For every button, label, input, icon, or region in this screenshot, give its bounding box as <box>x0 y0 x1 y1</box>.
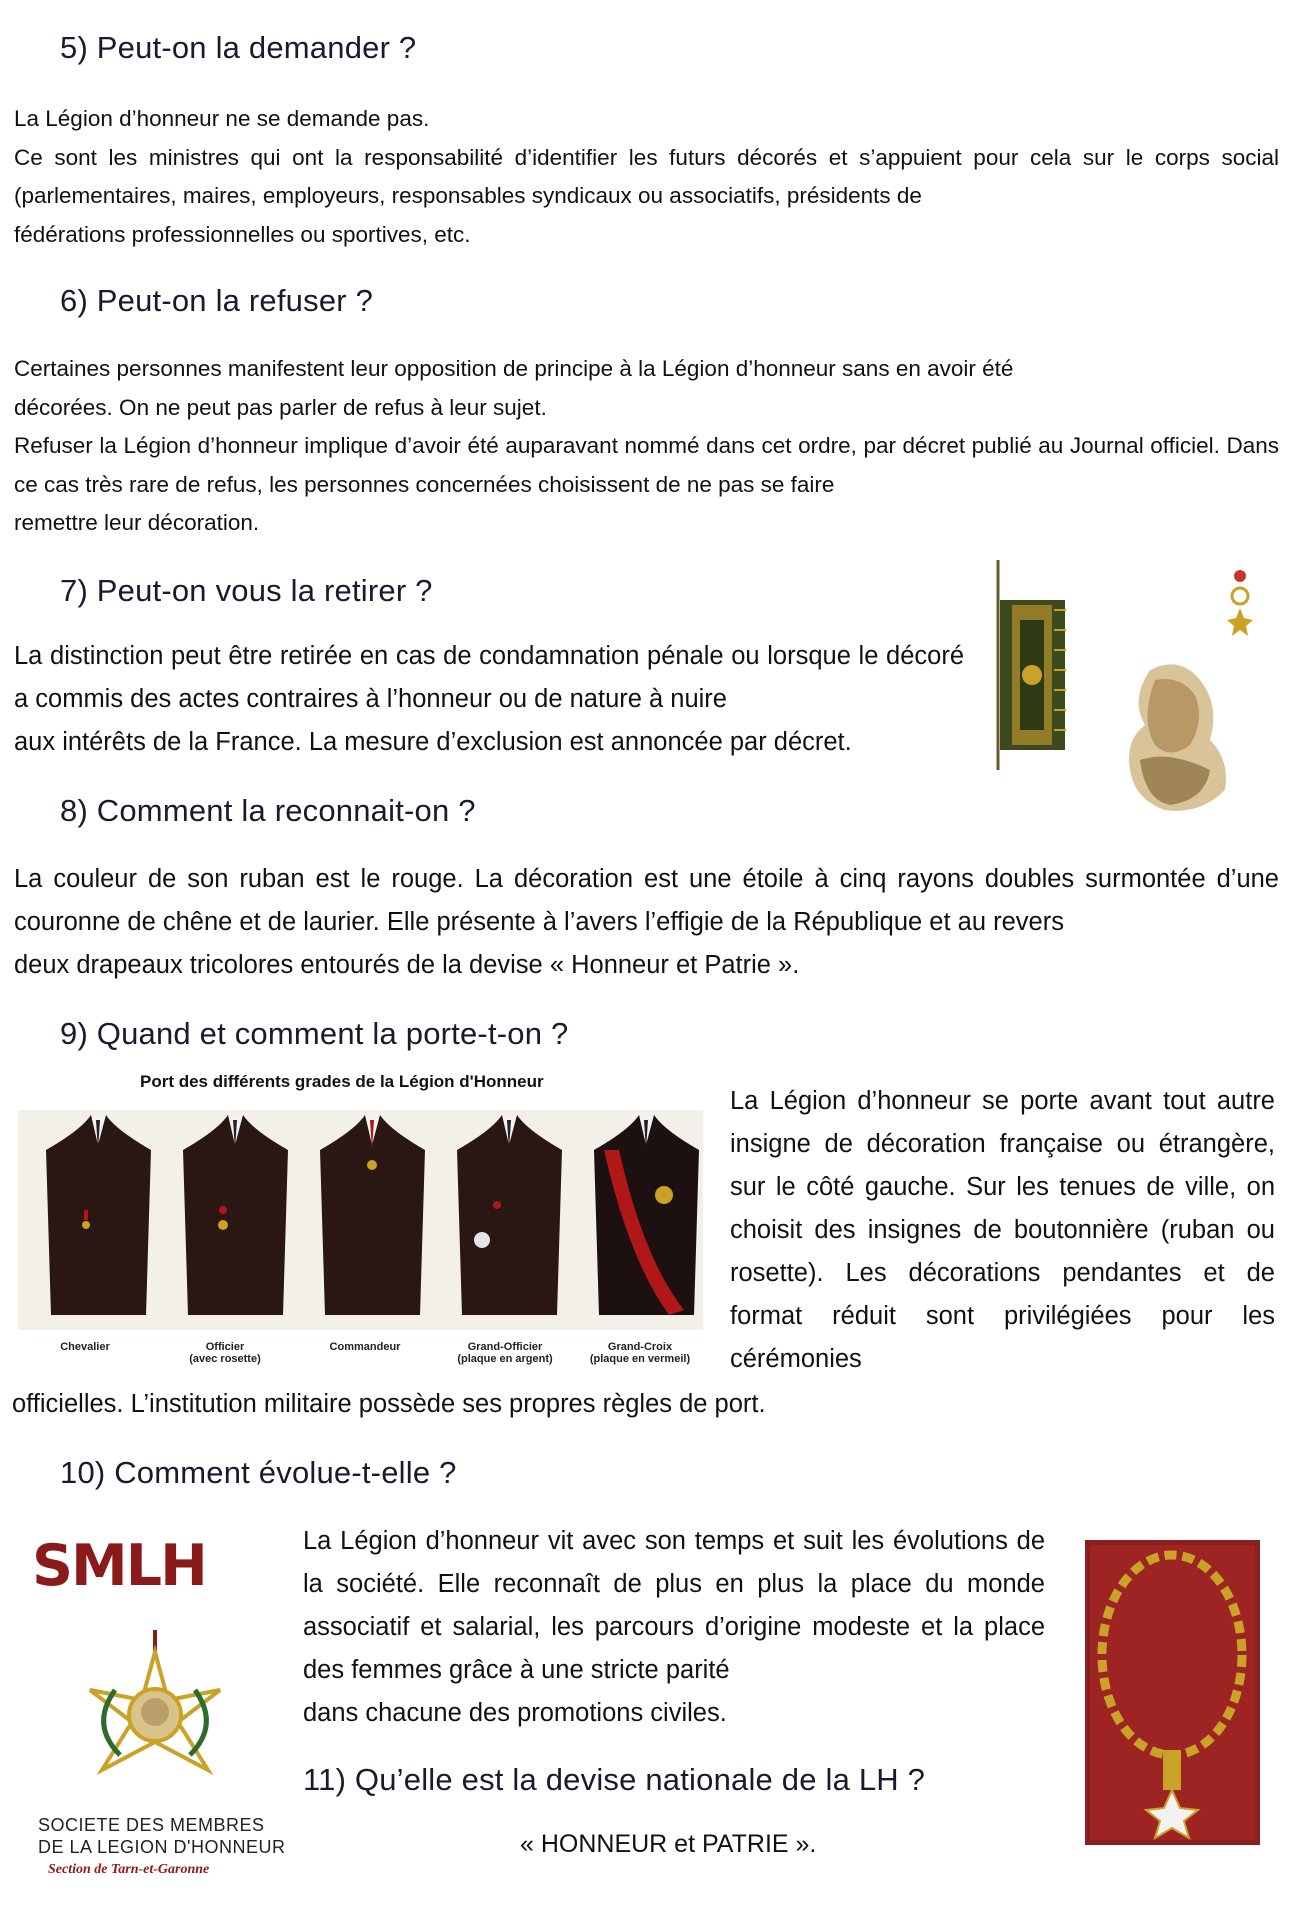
flag-illustration <box>990 560 1090 775</box>
section-6-p2: Refuser la Légion d’honneur implique d’avoir été auparavant nommé dans cet ordre, par décret publié au Journal officiel. Dans ce cas très rare de refus, les personnes concernées choisissent de ne pas se faire <box>14 433 1279 497</box>
grade-label: Officier <box>205 1341 245 1353</box>
grade-label: Grand-Croix <box>607 1341 673 1353</box>
smlh-section: Section de Tarn-et-Garonne <box>48 1862 210 1877</box>
section-5-text <box>14 100 1279 254</box>
smlh-logo-text: SMLH <box>32 1533 206 1599</box>
grade-label: Grand-Officier <box>467 1341 543 1353</box>
section-10-text <box>303 1520 1045 1735</box>
grade-caption-commandeur <box>315 1341 415 1353</box>
grade-label: Chevalier <box>60 1341 110 1353</box>
grade-caption-grand-officier <box>445 1341 565 1365</box>
section-6-p2-last: remettre leur décoration. <box>14 510 260 535</box>
smlh-line-1: SOCIETE DES MEMBRES <box>38 1815 265 1835</box>
section-5-title: 5) Peut-on la demander ? <box>60 30 417 65</box>
section-6-title: 6) Peut-on la refuser ? <box>60 283 374 318</box>
section-5-p2: Ce sont les ministres qui ont la responsabilité d’identifier les futurs décorés et s’appuient pour cela sur le corps social (parlementaires, maires, employeurs, responsables syndicaux ou associatifs, présidents de <box>14 144 1279 208</box>
section-8-p1-last: deux drapeaux tricolores entourés de la devise « Honneur et Patrie ». <box>14 951 800 979</box>
uniform-figure <box>18 1110 703 1330</box>
medal-small-icon <box>1225 568 1255 638</box>
republic-bust-illustration <box>1110 650 1250 820</box>
section-6-text <box>14 350 1279 543</box>
section-8-text <box>14 858 1279 987</box>
grade-sub: (plaque en vermeil) <box>589 1353 691 1365</box>
grade-label: Commandeur <box>329 1341 401 1353</box>
section-8-title: 8) Comment la reconnait-on ? <box>60 793 476 828</box>
motto: « HONNEUR et PATRIE ». <box>520 1830 817 1858</box>
section-6-p1: Certaines personnes manifestent leur opposition de principe à la Légion d’honneur sans en avoir été <box>14 356 1014 381</box>
section-9-text <box>730 1080 1275 1381</box>
grand-collar-illustration <box>1085 1540 1260 1845</box>
grade-sub: (plaque en argent) <box>457 1353 553 1365</box>
grade-sub: (avec rosette) <box>189 1353 261 1365</box>
section-9-p1-last: officielles. L’institution militaire possède ses propres règles de port. <box>12 1390 766 1418</box>
section-9-title: 9) Quand et comment la porte-t-on ? <box>60 1016 569 1051</box>
section-10-p1: La Légion d’honneur vit avec son temps et suit les évolutions de la société. Elle reconnaît de plus en plus la place du monde associatif et salarial, les parcours d’origine modeste et la place des femmes grâce à une stricte parité <box>303 1527 1045 1684</box>
section-9-p1: La Légion d’honneur se porte avant tout autre insigne de décoration française ou étrangère, sur le côté gauche. Sur les tenues de ville, on choisit des insignes de boutonnière (ruban ou rosette). Les décorations pendantes et de format réduit sont privilégiées pour les cérémonies <box>730 1087 1275 1373</box>
uniforms-illustration <box>18 1110 703 1330</box>
section-5-p1: La Légion d’honneur ne se demande pas. <box>14 106 430 131</box>
legion-star-icon <box>60 1630 250 1805</box>
grade-caption-chevalier <box>40 1341 130 1353</box>
section-7-p1: La distinction peut être retirée en cas de condamnation pénale ou lorsque le décoré a commis des actes contraires à l’honneur ou de nature à nuire <box>14 642 964 713</box>
section-11-title: 11) Qu’elle est la devise nationale de la LH ? <box>303 1762 926 1797</box>
smlh-line-2: DE LA LEGION D'HONNEUR <box>38 1837 286 1857</box>
section-10-title: 10) Comment évolue-t-elle ? <box>60 1455 457 1490</box>
grade-caption-officier <box>175 1341 275 1365</box>
section-7-text <box>14 635 964 764</box>
grade-caption-grand-croix <box>580 1341 700 1365</box>
section-7-p1-last: aux intérêts de la France. La mesure d’exclusion est annoncée par décret. <box>14 728 852 756</box>
uniform-figure-title: Port des différents grades de la Légion d'Honneur <box>140 1072 544 1091</box>
section-8-p1: La couleur de son ruban est le rouge. La décoration est une étoile à cinq rayons doubles surmontée d’une couronne de chêne et de laurier. Elle présente à l’avers l’effigie de la République et au revers <box>14 865 1279 936</box>
section-7-title: 7) Peut-on vous la retirer ? <box>60 573 433 608</box>
section-10-p1-last: dans chacune des promotions civiles. <box>303 1699 727 1727</box>
section-6-p1-last: décorées. On ne peut pas parler de refus à leur sujet. <box>14 394 547 420</box>
section-9-text-last <box>12 1383 1012 1426</box>
section-5-p2-last: fédérations professionnelles ou sportives, etc. <box>14 221 471 247</box>
